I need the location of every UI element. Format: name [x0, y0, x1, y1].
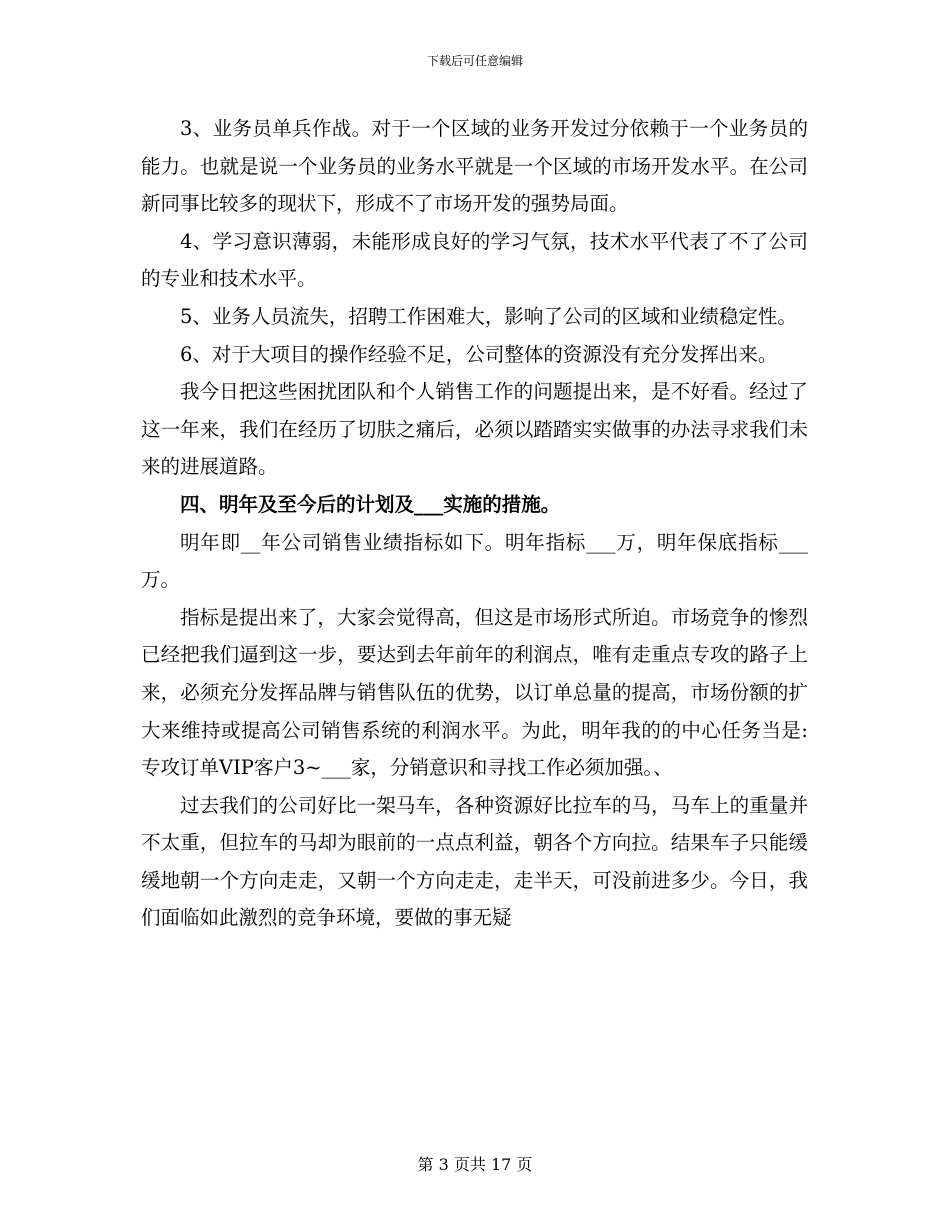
paragraph-item-6: 6、对于大项目的操作经验不足，公司整体的资源没有充分发挥出来。 — [180, 342, 778, 366]
document-body — [141, 110, 808, 937]
paragraph-summary: 我今日把这些困扰团队和个人销售工作的问题提出来，是不好看。经过了这一年来，我们在经历了切肤之痛后，必须以踏踏实实做事的办法寻求我们未来的进展道路。 — [141, 380, 808, 479]
paragraph-item-4: 4、学习意识薄弱，未能形成良好的学习气氛，技术水平代表了不了公司的专业和技术水平。 — [141, 229, 808, 291]
section-heading-plan: 四、明年及至今后的计划及___实施的措施。 — [180, 492, 561, 516]
paragraph-item-3: 3、业务员单兵作战。对于一个区域的业务开发过分依赖于一个业务员的能力。也就是说一个业务员的业务水平就是一个区域的市场开发水平。在公司新同事比较多的现状下，形成不了市场开发的强势局面。 — [141, 117, 808, 216]
paragraph-targets: 明年即__年公司销售业绩指标如下。明年指标___万，明年保底指标___万。 — [141, 530, 808, 592]
paragraph-strategy: 指标是提出来了，大家会觉得高，但这是市场形式所迫。市场竞争的惨烈已经把我们逼到这一步，要达到去年前年的利润点，唯有走重点专攻的路子上来，必须充分发挥品牌与销售队伍的优势，以订单总量的提高，市场份额的扩大来维持或提高公司销售系统的利润水平。为此，明年我的的中心任务当是:专攻订单VIP客户3~___家，分销意识和寻找工作必须加强。、 — [141, 605, 808, 780]
page-header: 下载后可任意编辑 — [426, 54, 523, 68]
paragraph-carriage-metaphor: 过去我们的公司好比一架马车，各种资源好比拉车的马，马车上的重量并不太重，但拉车的马却为眼前的一点点利益，朝各个方向拉。结果车子只能缓缓地朝一个方向走走，又朝一个方向走走，走半天，可没前进多少。今日，我们面临如此激烈的竞争环境，要做的事无疑 — [141, 793, 808, 930]
page-footer: 第 3 页共 17 页 — [417, 1155, 533, 1174]
paragraph-item-5: 5、业务人员流失，招聘工作困难大，影响了公司的区域和业绩稳定性。 — [180, 304, 797, 328]
